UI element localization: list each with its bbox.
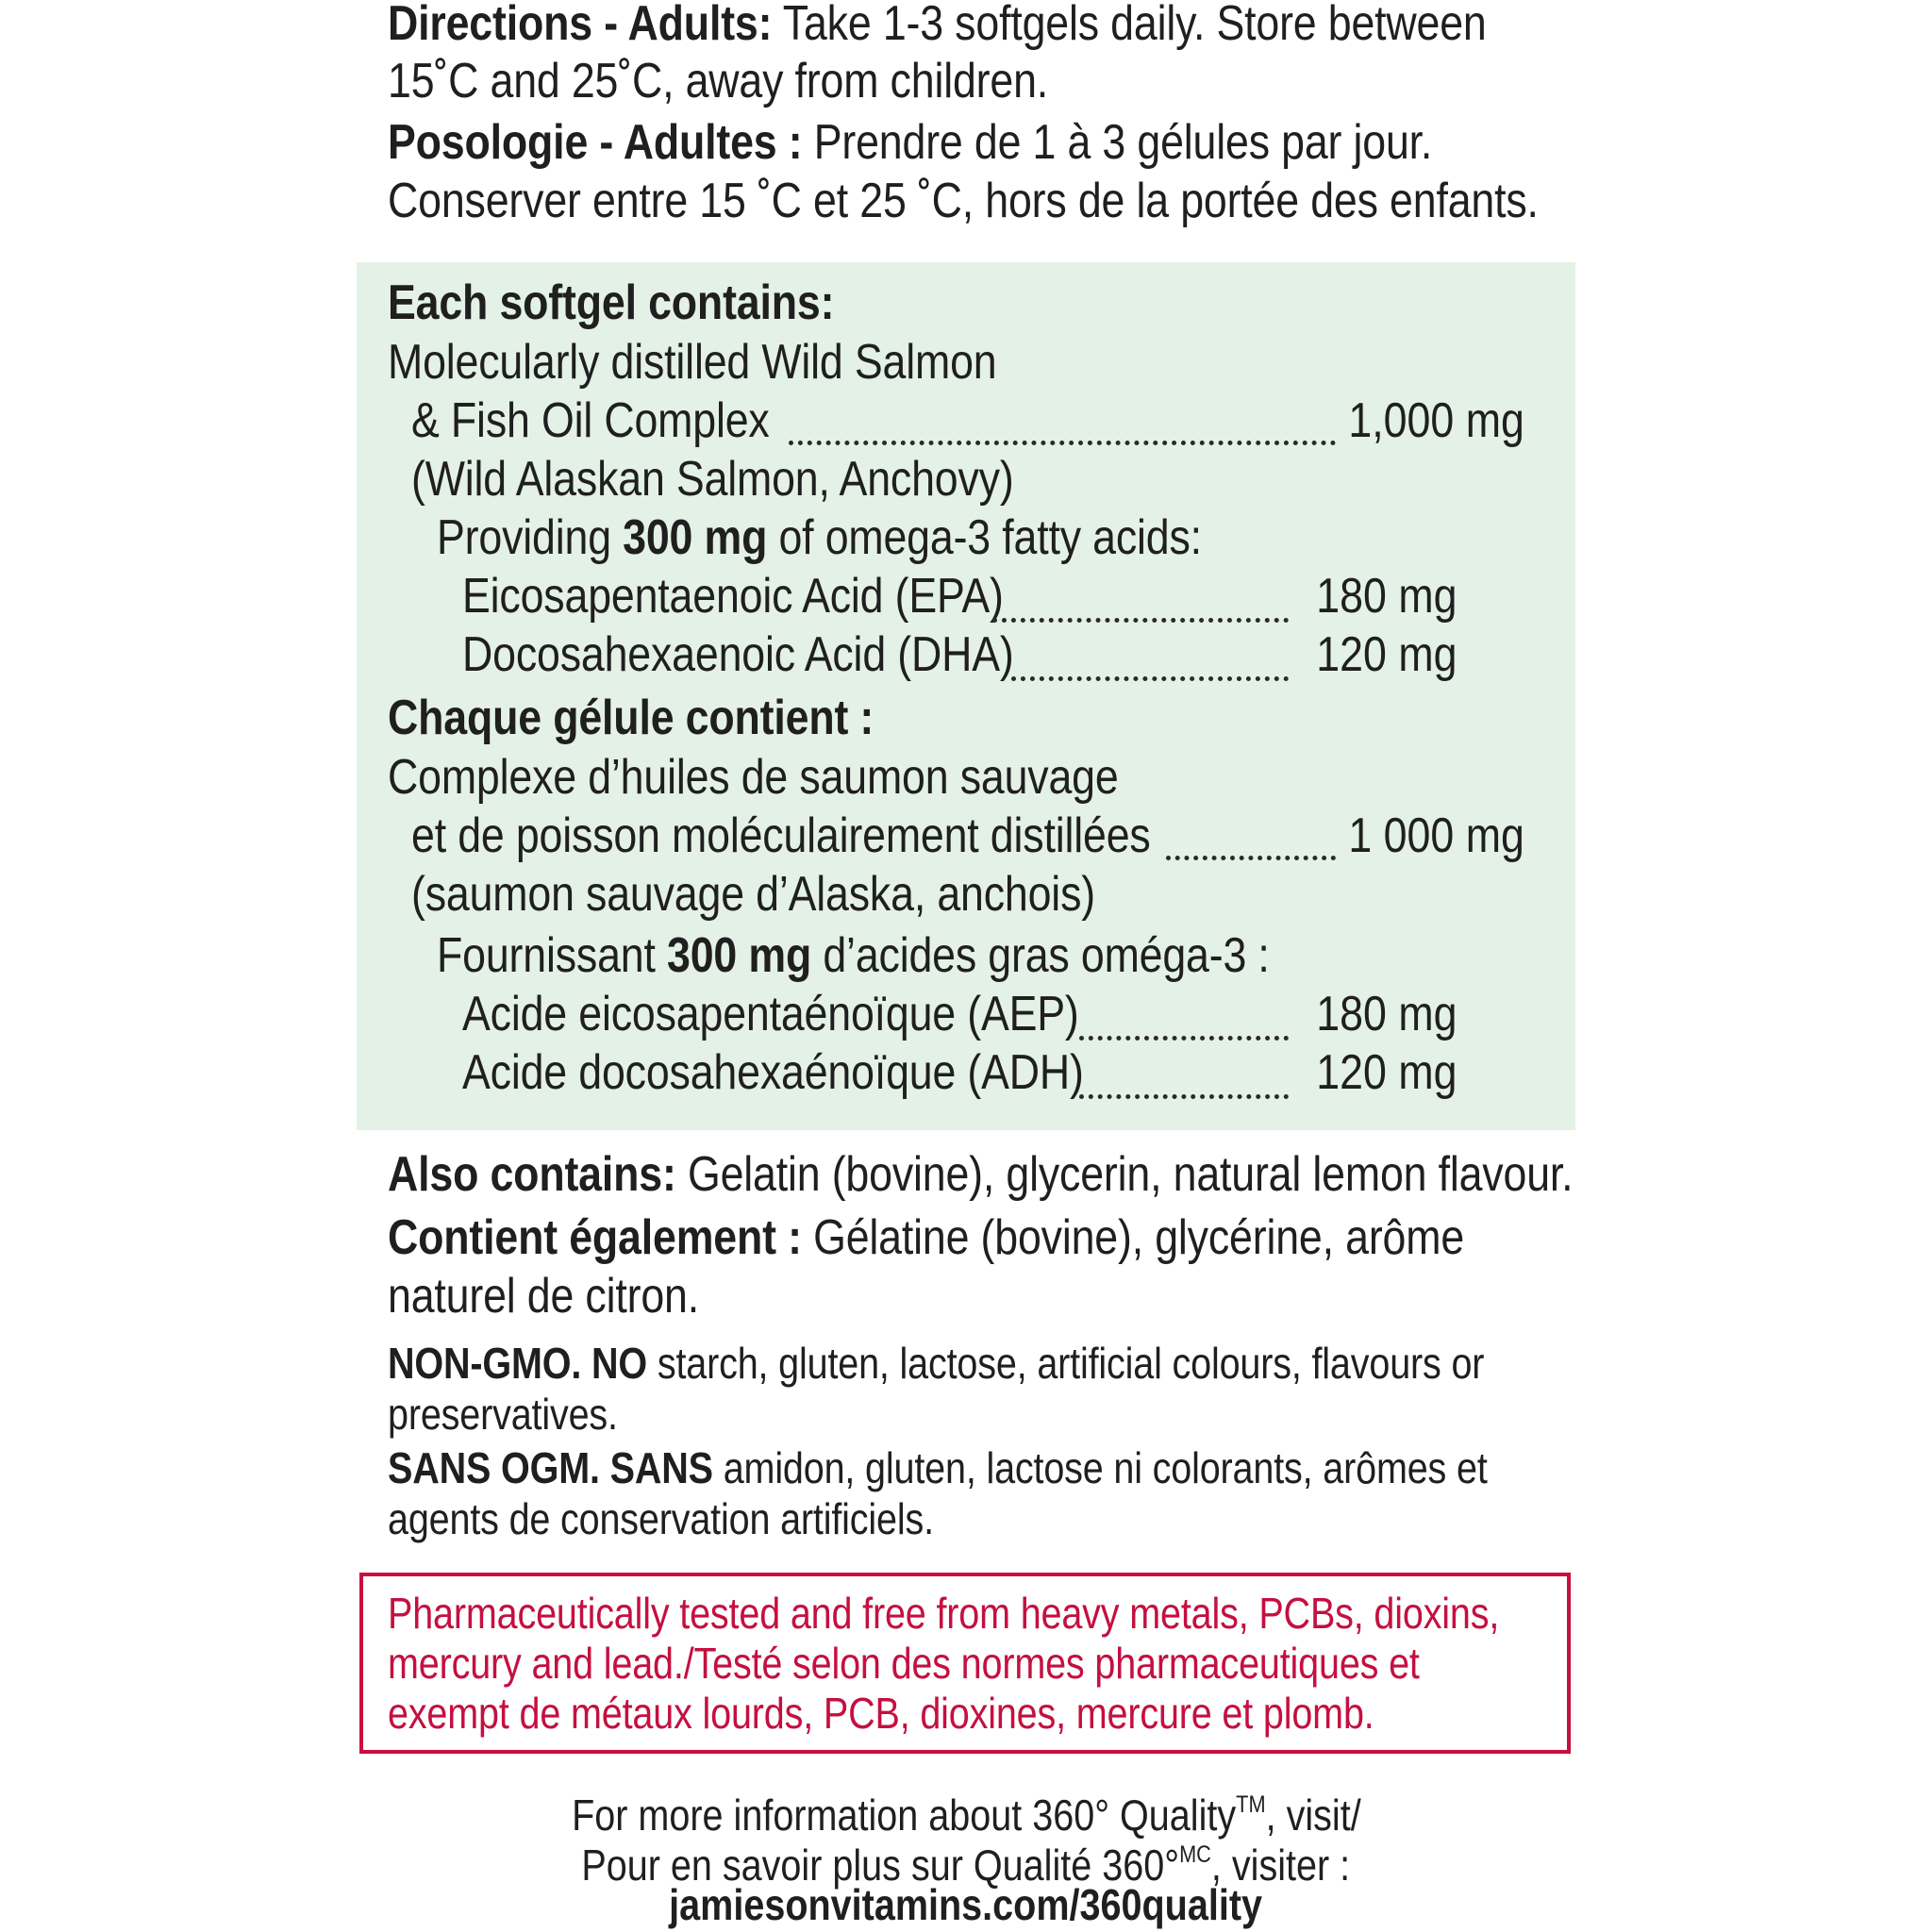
dha-leader — [1011, 618, 1289, 681]
epa-leader — [992, 559, 1289, 623]
complex-en-leader — [789, 382, 1336, 445]
purity-line-2: mercury and lead./Testé selon des normes pharmaceutiques et — [388, 1639, 1420, 1688]
also-contains-fr-line-1 — [388, 1208, 1464, 1267]
sources-en: (Wild Alaskan Salmon, Anchovy) — [411, 452, 1014, 507]
free-from-en-label: NON-GMO. NO — [388, 1339, 648, 1388]
also-contains-fr-line-2: naturel de citron. — [388, 1269, 700, 1324]
also-contains-fr-text: Gélatine (bovine), glycérine, arôme — [801, 1210, 1465, 1265]
trademark-mark: TM — [1235, 1791, 1266, 1818]
adh-leader — [1079, 1036, 1289, 1099]
directions-fr-text: Prendre de 1 à 3 gélules par jour. — [802, 115, 1433, 170]
also-contains-fr-label: Contient également : — [388, 1210, 802, 1265]
complex-en-name: & Fish Oil Complex — [411, 393, 770, 448]
directions-en-text: Take 1-3 softgels daily. Store between — [772, 0, 1487, 51]
epa-name: Eicosapentaenoic Acid (EPA) — [462, 569, 1004, 624]
free-from-en-line-1 — [388, 1338, 1484, 1390]
footer-line-2-text: Pour en savoir plus sur Qualité 360° — [581, 1840, 1180, 1890]
free-from-en-text: starch, gluten, lactose, artificial colours, flavours or — [647, 1339, 1485, 1388]
footer-url[interactable] — [0, 1880, 1932, 1930]
adh-name: Acide docosahexaénoïque (ADH) — [462, 1045, 1084, 1100]
mc-mark: MC — [1179, 1841, 1212, 1868]
directions-en-line-1 — [388, 0, 1487, 53]
dha-amount: 120 mg — [1315, 627, 1457, 682]
complex-fr-leader — [1166, 797, 1336, 860]
directions-fr-line-2: Conserver entre 15 ˚C et 25 ˚C, hors de la portée des enfants. — [388, 174, 1539, 228]
directions-fr-line-1 — [388, 113, 1432, 172]
providing-en — [437, 508, 1202, 567]
adh-amount: 120 mg — [1315, 1045, 1457, 1100]
footer-line-1-end: , visit/ — [1265, 1790, 1361, 1840]
free-from-fr-line-1 — [388, 1442, 1488, 1494]
providing-en-post: of omega-3 fatty acids: — [767, 510, 1202, 565]
ingredients-en-heading: Each softgel contains: — [388, 275, 835, 330]
purity-line-3: exempt de métaux lourds, PCB, dioxines, mercure et plomb. — [388, 1689, 1374, 1738]
also-contains-en-label: Also contains: — [388, 1147, 676, 1202]
providing-fr-amount: 300 mg — [667, 928, 812, 983]
aep-name: Acide eicosapentaénoïque (AEP) — [462, 987, 1079, 1041]
complex-fr-amount: 1 000 mg — [1348, 808, 1524, 863]
ingredients-fr-heading: Chaque gélule contient : — [388, 691, 874, 745]
also-contains-en — [388, 1145, 1573, 1204]
aep-leader — [1079, 977, 1289, 1041]
providing-en-amount: 300 mg — [623, 510, 768, 565]
free-from-fr-text: amidon, gluten, lactose ni colorants, arômes et — [712, 1443, 1488, 1492]
directions-en-line-2: 15˚C and 25˚C, away from children. — [388, 54, 1049, 108]
also-contains-en-text: Gelatin (bovine), glycerin, natural lemon flavour. — [675, 1147, 1574, 1202]
directions-en-label: Directions - Adults: — [388, 0, 773, 51]
dha-name: Docosahexaenoic Acid (DHA) — [462, 627, 1014, 682]
free-from-fr-label: SANS OGM. SANS — [388, 1443, 713, 1492]
sources-fr: (saumon sauvage d’Alaska, anchois) — [411, 867, 1095, 922]
providing-fr-pre: Fournissant — [437, 928, 668, 983]
epa-amount: 180 mg — [1315, 569, 1457, 624]
complex-en-amount: 1,000 mg — [1348, 393, 1524, 448]
footer-line-2-end: , visiter : — [1211, 1840, 1351, 1890]
free-from-en-line-2: preservatives. — [388, 1390, 618, 1439]
footer-url-text[interactable]: jamiesonvitamins.com/360quality — [669, 1880, 1263, 1929]
providing-fr — [437, 926, 1270, 985]
directions-fr-label: Posologie - Adultes : — [388, 115, 803, 170]
ingredients-fr-line-1: Complexe d’huiles de saumon sauvage — [388, 750, 1119, 805]
complex-fr-name: et de poisson moléculairement distillées — [411, 808, 1151, 863]
providing-fr-post: d’acides gras oméga-3 : — [811, 928, 1270, 983]
providing-en-pre: Providing — [437, 510, 624, 565]
footer-line-1-text: For more information about 360° Quality — [571, 1790, 1236, 1840]
ingredients-en-line-1: Molecularly distilled Wild Salmon — [388, 335, 997, 390]
free-from-fr-line-2: agents de conservation artificiels. — [388, 1494, 934, 1543]
aep-amount: 180 mg — [1315, 987, 1457, 1041]
purity-line-1: Pharmaceutically tested and free from heavy metals, PCBs, dioxins, — [388, 1589, 1500, 1638]
